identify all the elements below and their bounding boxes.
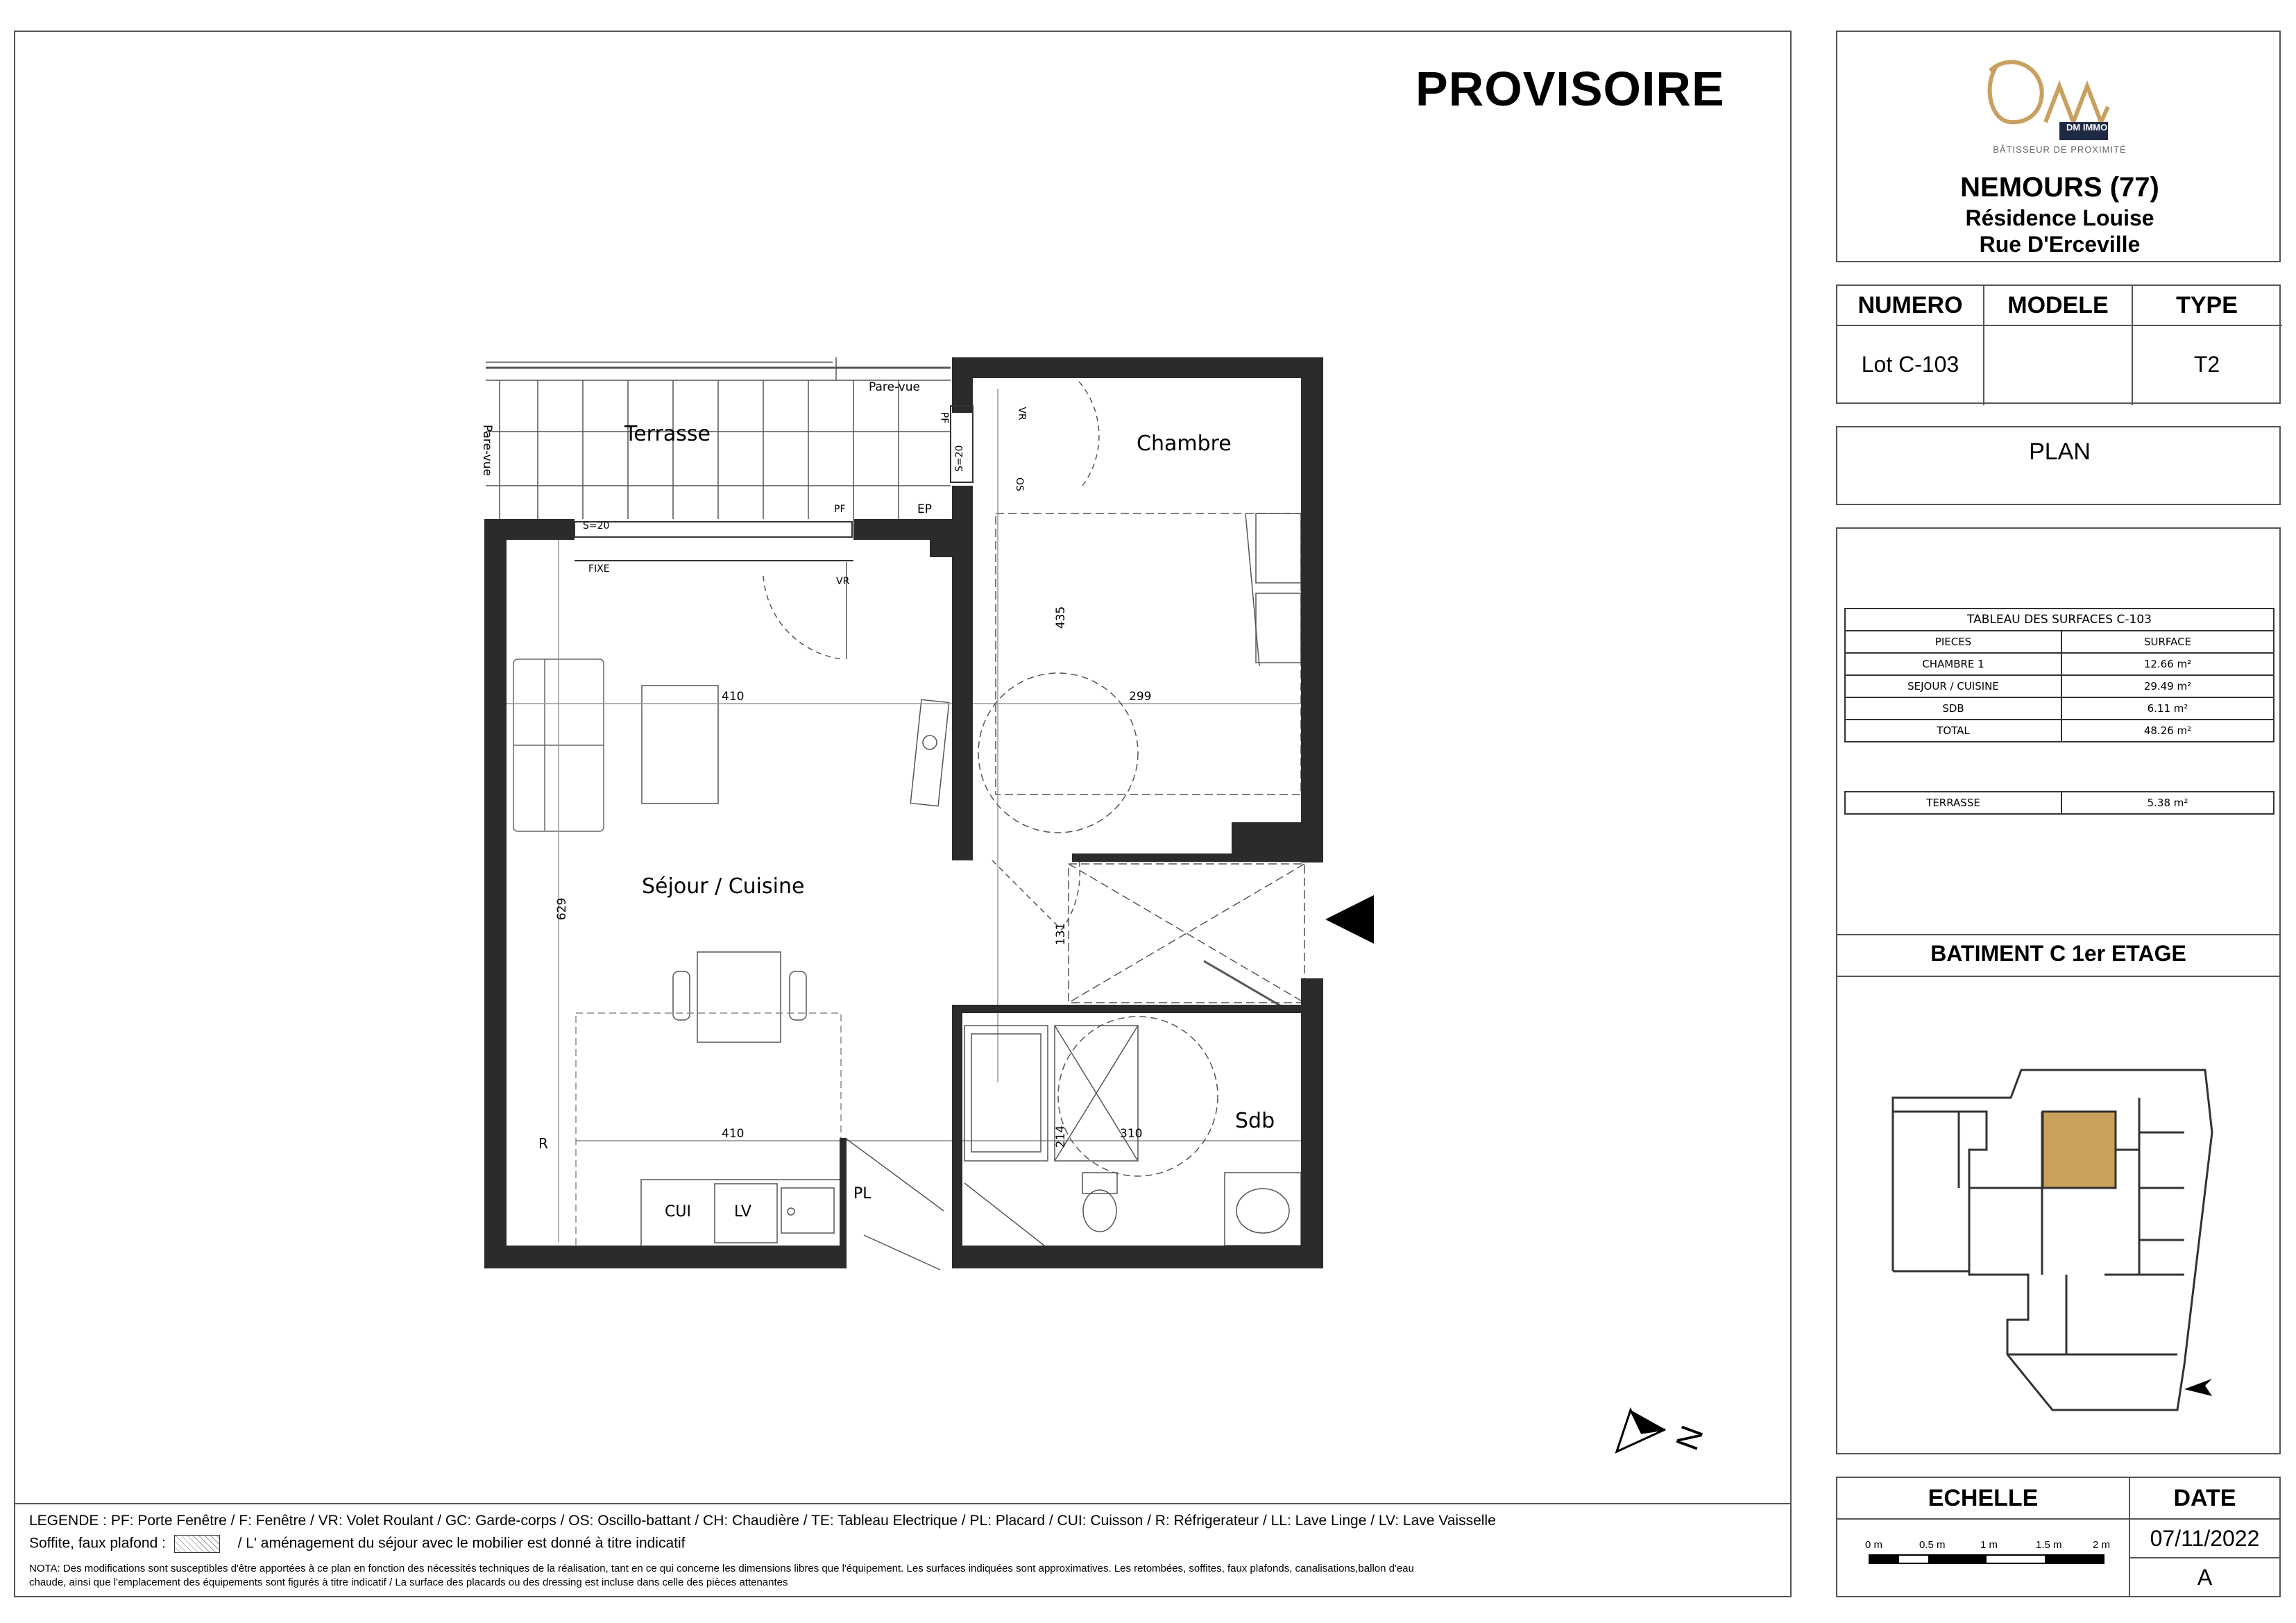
label-lv: LV [734, 1203, 751, 1221]
label-vr: VR [836, 576, 850, 587]
surfaces-table [1844, 608, 2274, 742]
surfaces-title: TABLEAU DES SURFACES C-103 [1845, 609, 2274, 631]
plan-label: PLAN [2029, 439, 2091, 465]
terrace-label: TERRASSE [1845, 792, 2061, 814]
room-sejour: Séjour / Cuisine [642, 874, 805, 899]
dining-table [697, 952, 781, 1042]
table-cell: 12.66 m² [2061, 653, 2274, 675]
label-cui: CUI [665, 1203, 691, 1221]
echelle-label: ECHELLE [1928, 1484, 2039, 1511]
dim-299: 299 [1129, 690, 1152, 704]
legend-amenagement: / L' aménagement du séjour avec le mobilier est donné à titre indicatif [237, 1535, 686, 1552]
terrace-value: 5.38 m² [2061, 792, 2274, 814]
project-residence: Résidence Louise [1965, 205, 2154, 230]
legend-nota: NOTA: Des modifications sont susceptibles d'être apportées à ce plan en fonction des nécessités techniques de la réalisation, tant en ce qui concerne les dimensions libres que l'équipement. Les surfaces indiquées sont approximatives. Les retombées, soffites, faux plafonds, canalisations,ballon d'eau [29, 1563, 1414, 1574]
dim-629: 629 [555, 897, 570, 921]
dim-435: 435 [1054, 606, 1069, 629]
room-terrasse: Terrasse [624, 422, 711, 446]
label-fixe: FIXE [588, 563, 610, 575]
revision-value: A [2197, 1564, 2213, 1590]
table-cell: 48.26 m² [2061, 720, 2274, 742]
lot-highlight [2043, 1112, 2116, 1188]
room-chambre: Chambre [1137, 432, 1232, 456]
label-s20: S=20 [583, 520, 610, 532]
date-label: DATE [2173, 1484, 2236, 1511]
lot-table [1836, 284, 2281, 404]
entrance-arrow [1325, 895, 1374, 944]
project-city: NEMOURS (77) [1960, 172, 2159, 203]
dim-214: 214 [1054, 1125, 1069, 1148]
tv-unit [910, 699, 949, 806]
header-type: TYPE [2176, 291, 2238, 318]
brand-name: DM IMMO [2066, 122, 2108, 133]
scale-bar [1869, 1554, 2104, 1564]
dm-immo-logo [1969, 44, 2150, 148]
project-street: Rue D'Erceville [1979, 232, 2141, 257]
label-pf: PF [834, 504, 846, 515]
building-label: BATIMENT C 1er ETAGE [1930, 941, 2186, 966]
mini-north-icon [2184, 1379, 2212, 1396]
label-os: OS [1013, 477, 1025, 491]
header-numero: NUMERO [1857, 291, 1963, 318]
room-sdb: Sdb [1235, 1109, 1275, 1133]
scale-tick-0: 0 m [1865, 1539, 1883, 1551]
table-row: SEJOUR / CUISINE [1845, 675, 2061, 697]
plan-label-box [1836, 426, 2281, 505]
legend-divider [14, 1503, 1792, 1504]
label-s20-vertical: S=20 [954, 445, 965, 472]
dim-131: 131 [1054, 922, 1069, 946]
lot-type: T2 [2193, 351, 2220, 377]
scale-tick-1: 0.5 m [1919, 1539, 1946, 1551]
table-row: SDB [1845, 697, 2061, 720]
label-pl: PL [853, 1185, 871, 1203]
table-cell: 6.11 m² [2061, 697, 2274, 720]
walls [484, 357, 1323, 1268]
label-ep: EP [917, 502, 932, 516]
legend-line: LEGENDE : PF: Porte Fenêtre / F: Fenêtre / VR: Volet Roulant / GC: Garde-corps / OS: Oscillo-battant / CH: Chaudière / TE: Tableau Electrique / PL: Placard / CUI: Cuisson / R: Réfrigerateur / LL: Lave Linge / LV: Lave Vaisselle [29, 1513, 1496, 1529]
logo-panel [1836, 31, 2281, 262]
provisoire-stamp: PROVISOIRE [1415, 62, 1725, 116]
dim-410-bottom: 410 [722, 1127, 745, 1141]
col-surface: SURFACE [2061, 631, 2274, 653]
north-label: N [1668, 1420, 1710, 1455]
scale-tick-3: 1.5 m [2036, 1539, 2062, 1551]
label-pf-chambre: PF [938, 411, 950, 424]
table-row: TOTAL [1845, 720, 2061, 742]
date-value: 07/11/2022 [2150, 1525, 2260, 1551]
label-pare-vue: Pare-vue [869, 380, 920, 394]
terrace-table [1844, 791, 2274, 815]
label-vr-chambre: VR [1016, 407, 1028, 420]
bed [996, 513, 1301, 794]
col-pieces: PIECES [1845, 631, 2061, 653]
surfaces-panel [1836, 527, 2281, 1454]
soffite-swatch [174, 1535, 220, 1553]
dim-310: 310 [1120, 1127, 1143, 1141]
label-r: R [538, 1135, 548, 1152]
table-cell: 29.49 m² [2061, 675, 2274, 697]
lot-number: Lot C-103 [1861, 351, 1959, 377]
brand-tagline: BÂTISSEUR DE PROXIMITÉ [1993, 144, 2127, 155]
scale-tick-4: 2 m [2093, 1539, 2111, 1551]
header-modele: MODELE [2007, 291, 2109, 318]
dim-410-top: 410 [722, 690, 745, 704]
legend-nota-2: chaude, ainsi que l'emplacement des équipements sont figurés à titre indicatif / La surface des placards ou des dressing est incluse dans celle des pièces attenantes [29, 1577, 788, 1588]
legend-soffite: Soffite, faux plafond : [29, 1535, 166, 1552]
label-pare-vue-left: Pare-vue [480, 425, 494, 476]
table-row: CHAMBRE 1 [1845, 653, 2061, 675]
building-key-plan [1879, 1042, 2254, 1431]
scale-tick-2: 1 m [1980, 1539, 1998, 1551]
scale-panel [1836, 1477, 2281, 1597]
lot-modele [1984, 326, 2132, 402]
